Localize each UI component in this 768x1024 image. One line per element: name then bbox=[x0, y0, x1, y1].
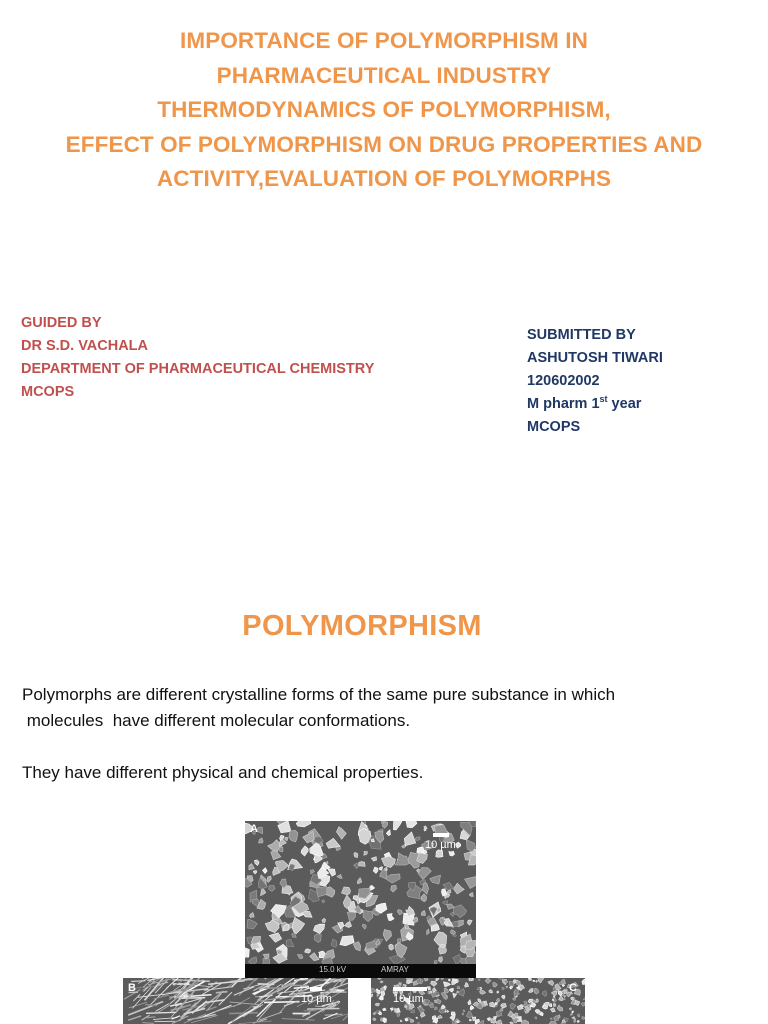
crystal-flake bbox=[286, 939, 294, 947]
properties-paragraph: They have different physical and chemical properties. bbox=[22, 763, 424, 782]
crystal-flake bbox=[490, 1002, 496, 1007]
crystal-flake bbox=[519, 985, 524, 990]
crystal-flake bbox=[494, 1016, 497, 1019]
crystal-flake bbox=[310, 953, 319, 961]
crystal-flake bbox=[370, 885, 375, 890]
crystal-flake bbox=[380, 1018, 382, 1021]
crystal-flake bbox=[395, 853, 409, 865]
footer-voltage: 15.0 kV bbox=[319, 965, 347, 974]
crystal-flake bbox=[371, 857, 376, 861]
crystal-flake bbox=[400, 1020, 402, 1022]
guide-institute: MCOPS bbox=[21, 384, 75, 400]
crystal-flake bbox=[581, 1002, 585, 1006]
crystal-flake bbox=[553, 1003, 556, 1006]
crystal-needle bbox=[147, 1017, 156, 1018]
submitted-by-heading: SUBMITTED BY bbox=[527, 327, 636, 343]
crystal-flake bbox=[371, 994, 373, 997]
crystal-flake bbox=[377, 994, 379, 997]
crystal-flake bbox=[328, 869, 336, 877]
slide-title bbox=[20, 24, 748, 197]
crystal-flake bbox=[449, 988, 453, 992]
crystal-flake bbox=[416, 1017, 418, 1019]
crystal-flake bbox=[353, 942, 361, 951]
crystal-flake bbox=[538, 978, 544, 983]
crystal-needle bbox=[145, 1005, 157, 1006]
crystal-flake bbox=[528, 978, 531, 980]
crystal-flake bbox=[297, 955, 303, 959]
guided-by-block bbox=[21, 312, 374, 404]
crystal-flake bbox=[572, 1011, 574, 1013]
crystal-flake bbox=[247, 919, 257, 929]
crystal-flake bbox=[569, 1008, 571, 1010]
student-institute: MCOPS bbox=[527, 419, 581, 435]
crystal-flake bbox=[467, 920, 472, 925]
panel-letter-b: B bbox=[128, 982, 136, 994]
submitted-by-block bbox=[527, 324, 663, 439]
definition-line: molecules have different molecular conformations. bbox=[22, 711, 411, 730]
course-text: M pharm 1 bbox=[527, 396, 600, 412]
crystal-flake bbox=[449, 979, 451, 981]
crystal-flake bbox=[495, 1003, 497, 1005]
crystal-flake bbox=[465, 983, 469, 988]
crystal-flake bbox=[441, 978, 444, 980]
title-line: EFFECT OF POLYMORPHISM ON DRUG PROPERTIES AND bbox=[65, 131, 703, 157]
crystal-flake bbox=[516, 980, 520, 985]
crystal-flake bbox=[449, 851, 455, 856]
crystal-needle bbox=[208, 981, 244, 985]
crystal-flake bbox=[563, 998, 565, 1000]
scale-label-b: 10 µm bbox=[301, 993, 332, 1005]
crystal-needle bbox=[234, 987, 254, 995]
crystal-flake bbox=[347, 912, 356, 920]
crystal-flake bbox=[582, 979, 585, 985]
crystal-flake bbox=[443, 982, 450, 987]
crystal-flake bbox=[382, 1018, 386, 1023]
crystal-flake bbox=[375, 1003, 379, 1006]
crystal-needle bbox=[323, 1013, 337, 1019]
crystal-flake bbox=[497, 991, 499, 993]
crystal-flake bbox=[501, 1003, 507, 1008]
scale-bar-c bbox=[393, 987, 427, 991]
crystal-flake bbox=[564, 995, 566, 997]
crystal-flake bbox=[364, 851, 368, 855]
crystal-flake bbox=[582, 1017, 585, 1020]
polymorphism-slide bbox=[0, 560, 768, 1024]
student-name: ASHUTOSH TIWARI bbox=[527, 350, 663, 366]
crystal-flake bbox=[326, 838, 340, 848]
crystal-flake bbox=[380, 870, 387, 879]
crystal-flake bbox=[371, 988, 376, 992]
scale-bar-a bbox=[433, 833, 449, 837]
crystal-flake bbox=[453, 883, 464, 894]
panel-letter-c: C bbox=[569, 982, 577, 994]
crystal-flake bbox=[285, 837, 288, 841]
crystal-needle bbox=[129, 1002, 147, 1008]
definition-line: Polymorphs are different crystalline forms of the same pure substance in which bbox=[22, 685, 616, 704]
crystal-flake bbox=[263, 868, 268, 874]
crystal-flake bbox=[443, 882, 454, 889]
crystal-flake bbox=[452, 980, 457, 985]
crystal-flake bbox=[381, 856, 395, 867]
crystal-needle bbox=[281, 985, 308, 986]
crystal-flake bbox=[261, 888, 266, 895]
crystal-flake bbox=[447, 904, 455, 909]
crystal-needle bbox=[128, 1016, 141, 1020]
crystal-flake bbox=[571, 997, 575, 1000]
crystal-flake bbox=[354, 863, 359, 868]
micrograph-panel-c bbox=[371, 978, 585, 1024]
crystal-flake bbox=[433, 988, 437, 993]
crystal-flake bbox=[421, 894, 426, 902]
crystal-flake bbox=[380, 981, 383, 983]
crystal-flake bbox=[245, 948, 249, 958]
crystal-flake bbox=[322, 918, 326, 922]
micrograph-panel-b bbox=[123, 978, 348, 1024]
crystal-needle bbox=[239, 1021, 272, 1024]
crystal-flake bbox=[493, 983, 498, 988]
crystal-flake bbox=[450, 1014, 455, 1021]
crystal-flake bbox=[331, 939, 337, 947]
crystal-flake bbox=[316, 886, 327, 896]
crystal-flake bbox=[292, 917, 305, 933]
crystal-flake bbox=[465, 877, 476, 889]
crystal-flake bbox=[575, 1000, 580, 1005]
crystal-flake bbox=[436, 978, 439, 981]
crystal-flake bbox=[305, 949, 311, 953]
crystal-flake bbox=[336, 827, 346, 840]
crystal-flake bbox=[562, 1020, 565, 1023]
crystal-flake bbox=[521, 1020, 528, 1024]
course-suffix: year bbox=[607, 396, 642, 412]
crystal-flake bbox=[499, 978, 503, 980]
crystal-flake bbox=[457, 986, 460, 989]
crystal-flake bbox=[254, 860, 259, 866]
crystal-flake bbox=[529, 988, 533, 992]
crystal-flake bbox=[378, 1012, 381, 1015]
scale-label-a: 10 µm bbox=[425, 839, 456, 851]
crystal-flake bbox=[438, 1015, 442, 1018]
crystal-flake bbox=[379, 867, 383, 871]
crystal-flake bbox=[574, 1020, 576, 1023]
crystal-flake bbox=[469, 1019, 471, 1021]
section-heading: POLYMORPHISM bbox=[242, 610, 482, 642]
crystal-flake bbox=[506, 986, 508, 988]
crystal-flake bbox=[340, 936, 354, 946]
crystal-needle bbox=[259, 1012, 282, 1020]
crystal-flake bbox=[571, 1013, 573, 1015]
crystal-flake bbox=[469, 893, 473, 897]
crystal-flake bbox=[313, 924, 324, 934]
crystal-flake bbox=[345, 921, 352, 927]
title-line: ACTIVITY,EVALUATION OF POLYMORPHS bbox=[156, 166, 612, 191]
crystal-flake bbox=[430, 875, 441, 884]
crystal-flake bbox=[301, 846, 308, 856]
crystal-flake bbox=[431, 981, 437, 986]
crystal-flake bbox=[342, 887, 351, 895]
instrument-footer bbox=[245, 964, 476, 978]
crystal-flake bbox=[478, 979, 480, 981]
scale-bar-b bbox=[310, 987, 322, 991]
crystal-flake bbox=[462, 1013, 464, 1016]
crystal-flake bbox=[296, 821, 311, 827]
crystal-flake bbox=[415, 837, 420, 841]
crystal-needle bbox=[343, 1011, 348, 1021]
crystal-needle bbox=[206, 1007, 217, 1011]
crystal-flake bbox=[434, 932, 447, 945]
crystal-flake bbox=[477, 987, 480, 990]
crystal-flake bbox=[434, 1000, 437, 1003]
crystal-flake bbox=[418, 868, 431, 880]
crystal-needle bbox=[294, 987, 309, 988]
crystal-flake bbox=[480, 990, 486, 995]
crystal-flake bbox=[314, 934, 321, 943]
crystal-flake bbox=[249, 864, 255, 870]
crystal-flake bbox=[404, 832, 416, 846]
crystal-flake bbox=[427, 987, 430, 990]
crystal-flake bbox=[383, 1008, 387, 1011]
crystal-flake bbox=[535, 1017, 537, 1019]
crystal-flake bbox=[557, 1005, 563, 1011]
crystal-flake bbox=[536, 999, 538, 1003]
title-line: PHARMACEUTICAL INDUSTRY bbox=[216, 62, 552, 88]
crystal-flake bbox=[463, 1010, 465, 1011]
crystal-flake bbox=[424, 978, 428, 981]
crystal-flake bbox=[457, 1021, 459, 1023]
crystal-flake bbox=[475, 1019, 480, 1024]
crystal-flake bbox=[376, 989, 378, 990]
crystal-flake bbox=[510, 986, 513, 989]
crystal-flake bbox=[337, 875, 342, 879]
crystal-flake bbox=[540, 1012, 543, 1016]
crystal-flake bbox=[554, 1016, 559, 1021]
crystal-flake bbox=[387, 914, 394, 921]
crystal-flake bbox=[444, 988, 448, 993]
crystal-flake bbox=[446, 1011, 448, 1013]
crystal-flake bbox=[417, 979, 421, 984]
crystal-flake bbox=[485, 978, 491, 984]
crystal-flake bbox=[250, 913, 254, 918]
crystal-flake bbox=[405, 1018, 408, 1021]
crystal-needle bbox=[282, 1019, 315, 1021]
crystal-flake bbox=[438, 957, 442, 963]
crystal-flake bbox=[357, 878, 361, 884]
crystal-flake bbox=[377, 978, 381, 980]
crystal-flake bbox=[373, 1018, 376, 1021]
definition-paragraph bbox=[22, 682, 742, 734]
crystal-flake bbox=[456, 842, 461, 848]
crystal-flake bbox=[510, 1003, 516, 1009]
crystal-needle bbox=[133, 994, 140, 1001]
crystal-flake bbox=[322, 900, 325, 903]
crystal-flake bbox=[577, 1014, 580, 1017]
scale-label-c: 10 µm bbox=[393, 993, 424, 1005]
crystal-flake bbox=[447, 890, 451, 894]
crystal-flake bbox=[391, 885, 397, 892]
crystal-flake bbox=[354, 852, 358, 857]
student-roll-number: 120602002 bbox=[527, 373, 600, 389]
crystal-flake bbox=[269, 933, 281, 942]
crystal-flake bbox=[362, 924, 366, 929]
crystal-flake bbox=[502, 995, 506, 999]
crystal-flake bbox=[373, 867, 378, 873]
crystal-flake bbox=[303, 911, 313, 917]
crystal-flake bbox=[435, 1007, 438, 1010]
crystal-flake bbox=[310, 870, 314, 874]
crystal-flake bbox=[542, 991, 547, 997]
crystal-needle bbox=[142, 1023, 154, 1024]
crystal-flake bbox=[550, 1008, 555, 1012]
student-course bbox=[527, 393, 663, 416]
crystal-flake bbox=[410, 1019, 414, 1023]
crystal-flake bbox=[429, 1004, 434, 1008]
crystal-flake bbox=[536, 980, 538, 982]
footer-instrument: AMRAY bbox=[381, 965, 409, 974]
crystal-flake bbox=[533, 980, 535, 982]
crystal-flake bbox=[411, 1010, 415, 1013]
crystal-flake bbox=[271, 850, 281, 860]
crystal-flake bbox=[572, 1017, 576, 1020]
crystal-flake bbox=[490, 1018, 492, 1020]
crystal-flake bbox=[259, 838, 264, 843]
guide-name: DR S.D. VACHALA bbox=[21, 338, 149, 354]
crystal-flake bbox=[466, 1011, 472, 1018]
crystal-needle bbox=[216, 992, 228, 993]
crystal-flake bbox=[583, 998, 585, 1000]
crystal-flake bbox=[405, 821, 417, 828]
crystal-flake bbox=[489, 990, 493, 993]
crystal-flake bbox=[393, 821, 402, 830]
crystal-flake bbox=[253, 871, 256, 874]
crystal-flake bbox=[470, 1006, 474, 1011]
guide-department: DEPARTMENT OF PHARMACEUTICAL CHEMISTRY bbox=[21, 361, 375, 377]
crystal-flake bbox=[397, 1013, 400, 1016]
crystal-needle bbox=[146, 1012, 176, 1013]
crystal-flake bbox=[437, 999, 442, 1004]
crystal-flake bbox=[454, 905, 467, 918]
crystal-flake bbox=[279, 847, 283, 852]
crystal-flake bbox=[549, 1004, 552, 1007]
crystal-flake bbox=[382, 822, 388, 829]
crystal-flake bbox=[453, 954, 461, 964]
crystal-flake bbox=[383, 930, 391, 942]
crystal-needle bbox=[259, 995, 272, 997]
title-line: IMPORTANCE OF POLYMORPHISM IN bbox=[180, 28, 588, 53]
crystal-flake bbox=[359, 862, 365, 867]
crystal-flake bbox=[373, 1012, 376, 1015]
crystal-flake bbox=[386, 830, 390, 836]
crystal-needle bbox=[265, 978, 273, 979]
crystal-flake bbox=[363, 911, 373, 922]
micrograph-panel-a bbox=[245, 821, 476, 978]
crystal-flake bbox=[421, 910, 425, 915]
guided-by-heading: GUIDED BY bbox=[21, 315, 102, 331]
crystal-flake bbox=[248, 957, 256, 964]
crystal-flake bbox=[551, 991, 557, 996]
crystal-flake bbox=[502, 987, 504, 989]
crystal-flake bbox=[269, 885, 275, 891]
crystal-flake bbox=[577, 1021, 579, 1023]
crystal-flake bbox=[457, 991, 459, 993]
crystal-flake bbox=[513, 998, 516, 1000]
crystal-needle bbox=[330, 982, 348, 989]
crystal-flake bbox=[397, 910, 402, 915]
crystal-flake bbox=[525, 1006, 529, 1009]
crystal-flake bbox=[441, 889, 446, 896]
crystal-flake bbox=[453, 993, 457, 998]
title-line: THERMODYNAMICS OF POLYMORPHISM, bbox=[157, 97, 611, 122]
course-superscript: st bbox=[599, 394, 608, 404]
crystal-flake bbox=[478, 999, 481, 1002]
crystal-flake bbox=[552, 999, 554, 1001]
crystal-flake bbox=[550, 1018, 552, 1020]
crystal-flake bbox=[524, 1001, 528, 1004]
crystal-flake bbox=[289, 830, 298, 842]
crystal-flake bbox=[514, 990, 518, 995]
crystal-flake bbox=[562, 984, 565, 986]
crystal-flake bbox=[459, 989, 465, 997]
crystal-flake bbox=[468, 1000, 471, 1005]
panel-letter-a: A bbox=[250, 823, 258, 835]
crystal-flake bbox=[441, 992, 447, 998]
crystal-flake bbox=[389, 944, 394, 950]
crystal-flake bbox=[427, 929, 430, 935]
crystal-flake bbox=[496, 999, 499, 1003]
crystal-flake bbox=[267, 876, 272, 882]
crystal-flake bbox=[280, 879, 287, 888]
